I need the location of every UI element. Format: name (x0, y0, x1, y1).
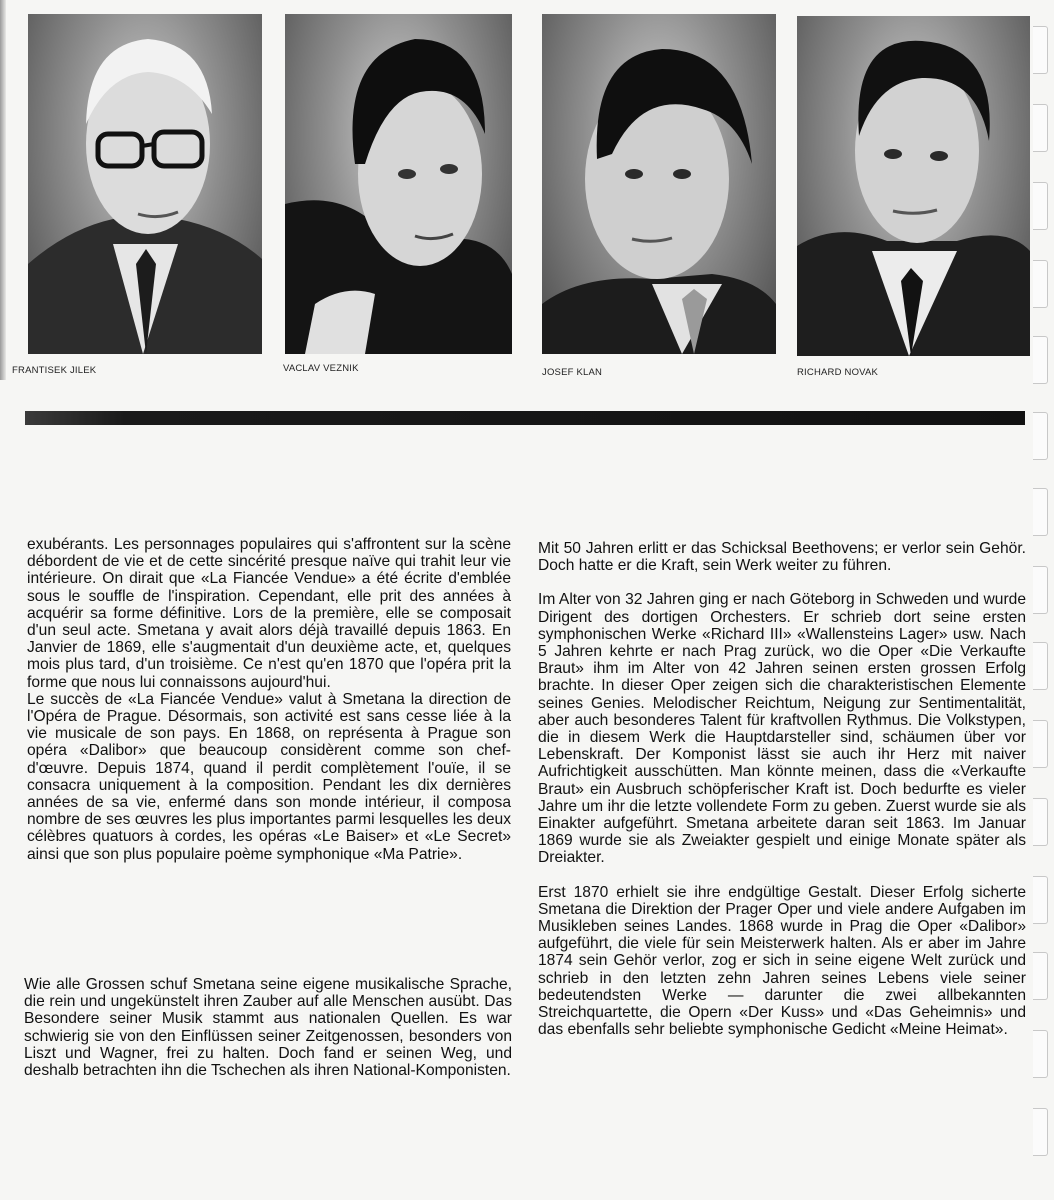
binder-tab (1033, 642, 1048, 690)
portrait-photo-2 (285, 14, 512, 354)
binder-tab (1033, 952, 1048, 1000)
photo-caption: FRANTISEK JILEK (12, 365, 97, 376)
section-divider-bar (25, 411, 1025, 425)
photo-caption: VACLAV VEZNIK (283, 363, 359, 374)
binder-tab (1033, 412, 1048, 460)
paragraph: Le succès de «La Fiancée Vendue» valut à Smetana la direction de l'Opéra de Prague. Désormais, son activité est sans cesse liée à la vie musicale de son pays. En 1868, on représenta à Prague son opéra «Dalibor» que beaucoup considèrent comme son chef-d'œuvre. Depuis 1874, quand il perdit complètement l'ouïe, il se consacra uniquement à la composition. Pendant les dix dernières années de sa vie, enfermé dans son monde intérieur, il composa nombre de ses œuvres les plus importantes parmi lesquelles les deux célèbres quatuors à cordes, les opéras «Le Baiser» et «Le Secret» ainsi que son plus populaire poème symphonique «Ma Patrie». (27, 690, 511, 863)
binder-tab (1033, 566, 1048, 614)
binder-tab (1033, 336, 1048, 384)
portrait-photo-4 (797, 16, 1030, 356)
portrait-photo-1 (28, 14, 262, 354)
page-binding-edge (0, 0, 6, 380)
paragraph: Mit 50 Jahren erlitt er das Schicksal Beethovens; er verlor sein Gehör. Doch hatte er die Kraft, sein Werk weiter zu führen. (538, 540, 1026, 575)
binder-tab (1033, 182, 1048, 230)
paragraph: exubérants. Les personnages populaires qui s'affrontent sur la scène débordent de vie et de cette sincérité presque naïve qui trahit leur vie intérieure. On dirait que «La Fiancée Vendue» a été écrite d'emblée sous le souffle de l'inspiration. Cependant, elle prit des années à acquérir sa forme définitive. Lors de la première, elle se composait d'un seul acte. Smetana y avait alors déjà travaillé depuis 1863. En Janvier de 1869, elle s'augmentait d'un deuxième acte, et, quelques mois plus tard, d'un troisième. Ce n'est qu'en 1870 que l'opéra prit la forme que nous lui connaissons aujourd'hui. (27, 536, 511, 691)
portrait-photo-icon (28, 14, 262, 354)
photo-caption: RICHARD NOVAK (797, 367, 879, 378)
binder-tab (1033, 798, 1048, 846)
paragraph: Erst 1870 erhielt sie ihre endgültige Gestalt. Dieser Erfolg sicherte Smetana die Direktion der Prager Oper und viele andere Aufgaben im Musikleben seines Landes. 1868 wurde in Prag die Oper «Dalibor» aufgeführt, die viele für sein Meisterwerk halten. Als er aber im Jahre 1874 sein Gehör verlor, zog er sich in seine eigene Welt zurück und schrieb in den letzten zehn Jahren seines Lebens viele seiner bedeutendsten Werke — darunter die zwei allbekannten Streichquartette, die Opern «Der Kuss» und «Das Geheimnis» und das ebenfalls sehr beliebte symphonische Gedicht «Meine Heimat». (538, 883, 1026, 1039)
binder-tab (1033, 260, 1048, 308)
binder-tab (1033, 720, 1048, 768)
binder-tabs (1028, 0, 1054, 1200)
right-column-german (538, 540, 1026, 1038)
binder-tab (1033, 1030, 1048, 1078)
left-column-german (24, 976, 512, 1079)
binder-tab (1033, 876, 1048, 924)
binder-tab (1033, 1108, 1048, 1156)
binder-tab (1033, 104, 1048, 152)
binder-tab (1033, 26, 1048, 74)
portrait-photo-icon (285, 14, 512, 354)
portrait-photo-icon (797, 16, 1030, 356)
portrait-photo-icon (542, 14, 776, 354)
portrait-photo-3 (542, 14, 776, 354)
binder-tab (1033, 488, 1048, 536)
paragraph: Wie alle Grossen schuf Smetana seine eigene musikalische Sprache, die rein und ungekünstelt ihren Zauber auf alle Menschen ausübt. Das Besondere seiner Musik stammt aus nationalen Quellen. Es war schwierig sie von den Einflüssen seiner Zeitgenossen, besonders von Liszt und Wagner, frei zu halten. Doch fand er seinen Weg, und deshalb betrachten ihn die Tschechen als ihren National-Komponisten. (24, 976, 512, 1080)
left-column-french (27, 536, 511, 863)
photo-caption: JOSEF KLAN (542, 367, 603, 378)
paragraph: Im Alter von 32 Jahren ging er nach Göteborg in Schweden und wurde Dirigent des dortigen Orchesters. Er schrieb dort seine ersten symphonischen Werke «Richard III» «Wallensteins Lager» usw. Nach 5 Jahren kehrte er nach Prag zurück, wo die Oper «Die Verkaufte Braut» ihm im Alter von 42 Jahren seinen ersten grossen Erfolg brachte. In dieser Oper zeigen sich die charakteristischen Elemente seines Genies. Melodischer Reichtum, Neigung zur Sentimentalität, aber auch besonderes Talent für kraftvollen Rythmus. Die Volkstypen, die in diesem Werk die Hauptdarsteller sind, schäumen über vor Lebenskraft. Der Komponist lässt sie auch ihr Herz mit naiver Aufrichtigkeit ausschütten. Man könnte meinen, dass die «Verkaufte Braut» ein Ausbruch schöpferischer Kraft ist. Doch bedurfte es vieler Jahre um ihr die letzte vollendete Form zu geben. Zuerst wurde sie als Einakter aufgeführt. Smetana arbeitete daran seit 1863. Im Januar 1869 wurde sie als Zweiakter gespielt und einige Monate später als Dreiakter. (538, 591, 1026, 867)
